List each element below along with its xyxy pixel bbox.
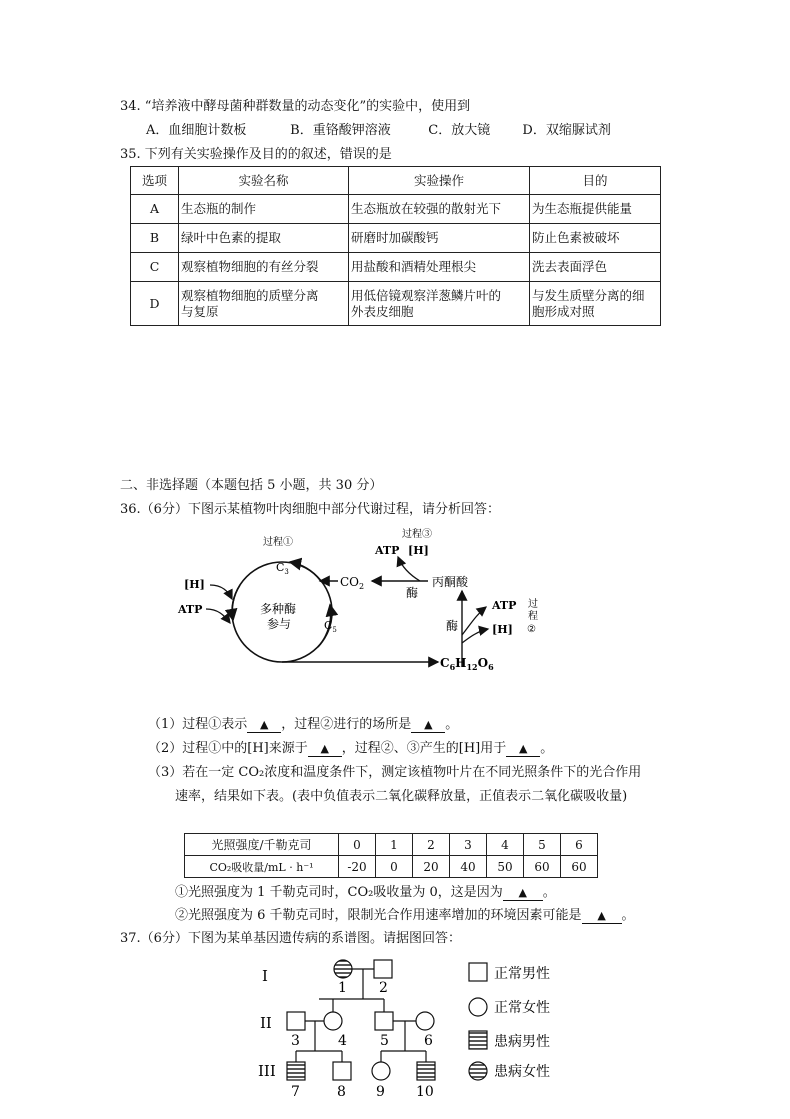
q35-row-d-name-line1: 观察植物细胞的质壁分离	[181, 287, 319, 303]
q37-pedigree-chart	[250, 955, 580, 1105]
individual-10-affected-male	[417, 1062, 435, 1080]
q35-row-b-operation: 研磨时加碳酸钙	[349, 224, 530, 253]
q35-row-a-goal: 为生态瓶提供能量	[530, 195, 661, 224]
q34-option-d: D．双缩脲试剂	[522, 123, 611, 138]
label-process3: 过程③	[402, 529, 432, 540]
q35-header-row	[131, 167, 661, 195]
q36-table-row1-label: 光照强度/千勒克司	[185, 834, 339, 856]
label-atp-3: ATP	[375, 544, 400, 557]
individual-9-normal-female	[372, 1062, 390, 1080]
q35-row-b-name: 绿叶中色素的提取	[179, 224, 349, 253]
q37-stem: 37.（6分）下图为某单基因遗传病的系谱图。请据图回答：	[120, 931, 461, 946]
legend-normal-female: 正常女性	[494, 1000, 550, 1016]
q35-row-b-option: B	[131, 224, 179, 253]
label-c5: $C_5$	[324, 619, 337, 634]
q36-sub1-text-c: 。	[445, 717, 459, 732]
q36-table-r2c0: -20	[339, 856, 376, 878]
q36-sub5-blank[interactable]: ▲	[582, 909, 622, 924]
q34-stem: 34. “培养液中酵母菌种群数量的动态变化”的实验中，使用到	[120, 99, 471, 114]
label-enzyme-2: 酶	[446, 619, 459, 633]
q35-row-d-operation	[349, 282, 530, 326]
individual-number-4: 4	[338, 1033, 347, 1049]
q36-table-r1c5: 5	[524, 834, 561, 856]
label-process1: 过程①	[263, 537, 293, 548]
legend-normal-female-symbol	[469, 998, 487, 1016]
q36-sub1-blank1[interactable]: ▲	[247, 718, 281, 733]
label-h-3: [H]	[408, 544, 429, 557]
q35-header-name: 实验名称	[179, 167, 349, 195]
q36-table-r2c3: 40	[450, 856, 487, 878]
legend-affected-female: 患病女性	[494, 1064, 550, 1080]
cycle-arrow-top	[290, 562, 320, 580]
q36-sub5	[175, 907, 635, 925]
q36-table-r2c2: 20	[413, 856, 450, 878]
atp-input-arrow	[206, 609, 230, 623]
q35-row-d-goal-line2: 胞形成对照	[532, 303, 595, 319]
q35-row-d-goal-line1: 与发生质壁分离的细	[532, 287, 645, 303]
q36-metabolism-diagram	[170, 525, 550, 685]
legend-affected-male-symbol	[469, 1031, 487, 1049]
table-row	[185, 834, 598, 856]
q35-row-d-option: D	[131, 282, 179, 326]
q35-header-option: 选项	[131, 167, 179, 195]
section-2-title: 二、非选择题（本题包括 5 小题，共 30 分）	[120, 478, 383, 493]
individual-3-normal-male	[287, 1012, 305, 1030]
legend-normal-male: 正常男性	[494, 966, 550, 982]
q36-sub4-text: ①光照强度为 1 千勒克司时，CO₂吸收量为 0，这是因为	[175, 885, 503, 900]
q35-row-d-name	[179, 282, 349, 326]
individual-number-7: 7	[291, 1084, 300, 1100]
q35-row-c-goal: 洗去表面浮色	[530, 253, 661, 282]
legend-affected-female-symbol	[469, 1062, 487, 1080]
q35-row-c-name: 观察植物细胞的有丝分裂	[179, 253, 349, 282]
q35-row-a-option: A	[131, 195, 179, 224]
q34-option-a: A．血细胞计数板	[146, 123, 247, 138]
q34-option-b: B．重铬酸钾溶液	[290, 123, 391, 138]
q36-table-r1c4: 4	[487, 834, 524, 856]
q35-table	[130, 166, 661, 326]
q35-row-d-goal	[530, 282, 661, 326]
q36-sub1-text-b: ，过程②进行的场所是	[281, 717, 412, 732]
q35-header-goal: 目的	[530, 167, 661, 195]
individual-number-9: 9	[376, 1084, 385, 1100]
table-row	[185, 856, 598, 878]
generation-label-1: I	[262, 967, 268, 985]
individual-number-10: 10	[416, 1084, 434, 1100]
q35-row-c-operation: 用盐酸和酒精处理根尖	[349, 253, 530, 282]
q36-table-r1c0: 0	[339, 834, 376, 856]
legend-affected-male: 患病男性	[494, 1034, 550, 1050]
table-row	[131, 224, 661, 253]
q35-row-c-option: C	[131, 253, 179, 282]
legend-normal-male-symbol	[469, 963, 487, 981]
label-co2: $CO_2$	[340, 575, 365, 591]
q36-sub2-text-b: ，过程②、③产生的[H]用于	[341, 741, 507, 756]
q36-sub3-line1: （3）若在一定 CO₂浓度和温度条件下，测定该植物叶片在不同光照条件下的光合作用	[148, 765, 642, 780]
label-process2-c: ②	[527, 624, 536, 635]
label-process2-a: 过	[528, 599, 538, 610]
table-row	[131, 195, 661, 224]
q36-stem: 36.（6分）下图示某植物叶肉细胞中部分代谢过程，请分析回答：	[120, 502, 500, 517]
q36-sub1	[148, 716, 458, 734]
individual-1-affected-female	[334, 960, 352, 978]
q36-sub4	[175, 884, 556, 902]
label-h-2: [H]	[492, 623, 513, 636]
q36-sub5-end: 。	[621, 908, 635, 923]
q35-row-d-op-line2: 外表皮细胞	[351, 303, 414, 319]
q36-sub2-text-a: （2）过程①中的[H]来源于	[148, 741, 308, 756]
process2-h-arrow	[462, 629, 488, 643]
q35-row-d-name-line2: 与复原	[181, 303, 219, 319]
q36-sub2-text-c: 。	[540, 741, 554, 756]
label-center-line2: 参与	[267, 617, 292, 631]
table-row	[131, 282, 661, 326]
individual-4-normal-female	[324, 1012, 342, 1030]
q34-option-c: C．放大镜	[428, 123, 491, 138]
process3-branch-arrow	[398, 557, 420, 581]
q36-table-r1c3: 3	[450, 834, 487, 856]
label-glucose: $C_6H_{12}O_6$	[440, 656, 494, 672]
label-atp-input: ATP	[178, 603, 203, 616]
individual-6-normal-female	[416, 1012, 434, 1030]
individual-number-2: 2	[379, 980, 388, 996]
label-center-line1: 多种酶	[260, 602, 297, 616]
q35-row-d-op-line1: 用低倍镜观察洋葱鳞片叶的	[351, 287, 502, 303]
q36-table-r2c4: 50	[487, 856, 524, 878]
generation-label-3: III	[258, 1062, 276, 1080]
q35-stem: 35. 下列有关实验操作及目的的叙述，错误的是	[120, 147, 392, 162]
label-process2-b: 程	[528, 611, 538, 622]
q36-table-r2c1: 0	[376, 856, 413, 878]
individual-7-affected-male	[287, 1062, 305, 1080]
individual-5-normal-male	[375, 1012, 393, 1030]
q35-header-operation: 实验操作	[349, 167, 530, 195]
q36-sub2-blank1[interactable]: ▲	[308, 742, 342, 757]
individual-number-1: 1	[338, 980, 347, 996]
q36-sub1-text-a: （1）过程①表示	[148, 717, 248, 732]
label-atp-2: ATP	[492, 599, 517, 612]
h-input-arrow	[210, 585, 232, 599]
q36-sub1-blank2[interactable]: ▲	[411, 718, 445, 733]
q35-row-b-goal: 防止色素被破坏	[530, 224, 661, 253]
q36-table-r2c6: 60	[561, 856, 598, 878]
label-enzyme-3: 酶	[406, 586, 419, 600]
individual-number-8: 8	[337, 1084, 346, 1100]
label-c3: $C_3$	[276, 561, 289, 576]
q36-sub5-text: ②光照强度为 6 千勒克司时，限制光合作用速率增加的环境因素可能是	[175, 908, 582, 923]
q34-options	[146, 122, 611, 140]
q36-sub4-blank[interactable]: ▲	[503, 886, 543, 901]
q35-row-a-operation: 生态瓶放在较强的散射光下	[349, 195, 530, 224]
q36-table-row2-label: CO₂吸收量/mL · h⁻¹	[185, 856, 339, 878]
individual-number-3: 3	[291, 1033, 300, 1049]
q36-table-r1c6: 6	[561, 834, 598, 856]
generation-label-2: II	[260, 1014, 272, 1032]
q35-row-a-name: 生态瓶的制作	[179, 195, 349, 224]
individual-number-6: 6	[424, 1033, 433, 1049]
q36-sub2	[148, 740, 553, 758]
individual-number-5: 5	[380, 1033, 389, 1049]
q36-sub3-line2: 速率，结果如下表。(表中负值表示二氧化碳释放量，正值表示二氧化碳吸收量)	[175, 789, 628, 804]
q36-sub2-blank2[interactable]: ▲	[506, 742, 540, 757]
q36-sub4-end: 。	[542, 885, 556, 900]
label-pyruvate: 丙酮酸	[432, 575, 469, 589]
q36-table-r1c2: 2	[413, 834, 450, 856]
q36-light-table	[184, 833, 598, 878]
q36-table-r2c5: 60	[524, 856, 561, 878]
label-h-input: [H]	[184, 578, 205, 591]
individual-8-normal-male	[333, 1062, 351, 1080]
individual-2-normal-male	[374, 960, 392, 978]
table-row	[131, 253, 661, 282]
q36-table-r1c1: 1	[376, 834, 413, 856]
